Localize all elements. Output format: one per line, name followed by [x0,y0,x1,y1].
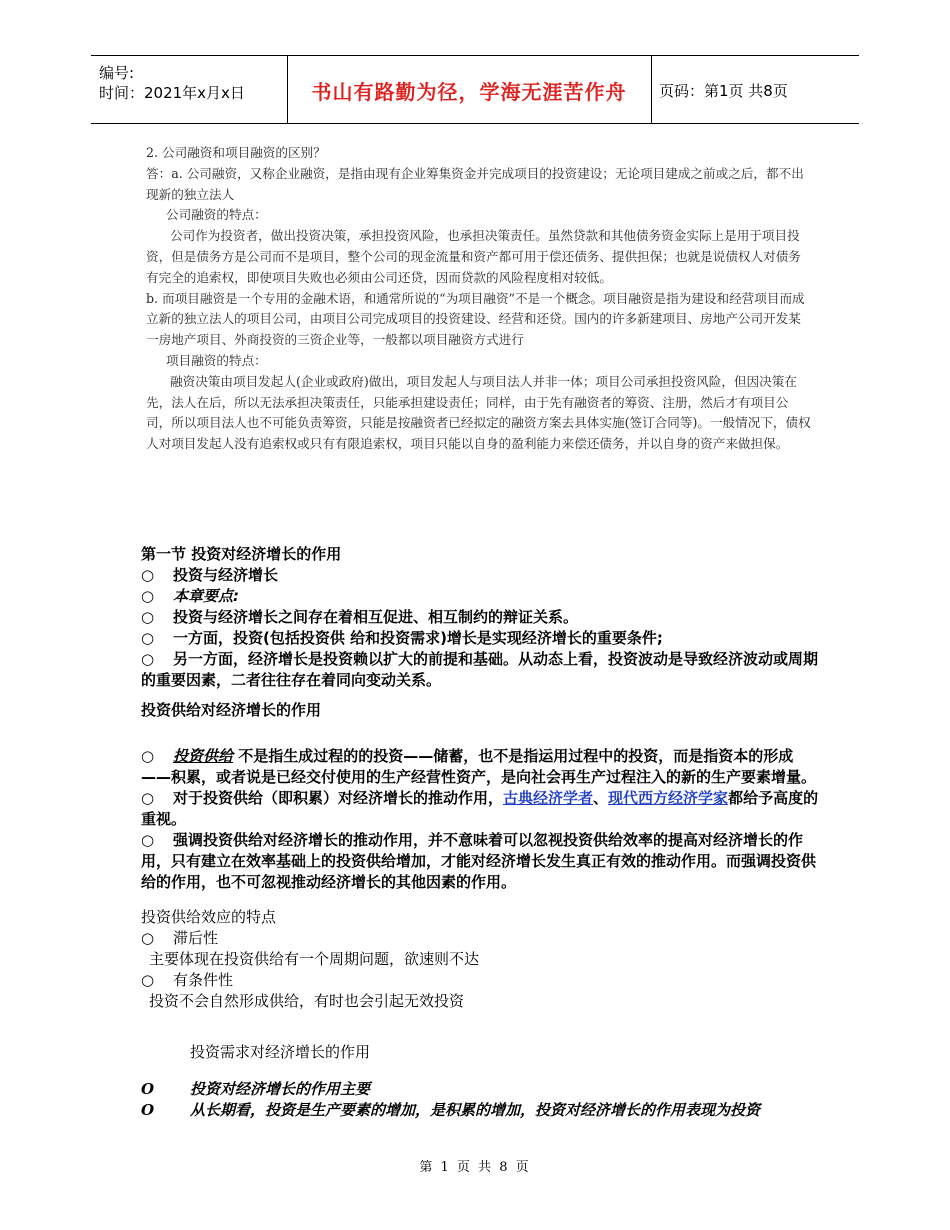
corp-finance-body: 公司作为投资者，做出投资决策，承担投资风险，也承担决策责任。虽然贷款和其他债务资金实际上是用于项目投资，但是债务方是公司而不是项目，整个公司的现金流量和资产都可用于偿还债务、提供担保；也就是说债权人对债务有完全的追索权，即使项目失败也必须由公司还贷，因而贷款的风险程度相对较低。 [146,228,801,285]
header-center-cell [287,56,652,123]
bullet-icon: ○ [141,971,155,989]
section-2 [141,700,821,893]
project-finance-body: 融资决策由项目发起人(企业或政府)做出，项目发起人与项目法人并非一体；项目公司承担投资风险，但因决策在先，法人在后，所以无法承担决策责任，只能承担建设责任；同样，由于先有融资者的筹资、注册，然后才有项目公司，所以项目法人也不可能负责筹资，只能是按融资者已经拟定的融资方案去具体实施(签订合同等)。一般情况下，债权人对项目发起人没有追索权或只有有限追索权，项目只能以自身的盈利能力来偿还债务，并以自身的资产来做担保。 [146,373,811,452]
number-label: 编号: [99,64,135,82]
project-finance-title: 项目融资的特点： [166,352,267,368]
list-item: ○ 对于投资供给（即积累）对经济增长的推动作用，古典经济学者、现代西方经济学家都给予高度的重视。 [141,789,819,828]
item-description: 主要体现在投资供给有一个周期问题，欲速则不达 [149,950,480,968]
corp-finance-title: 公司融资的特点： [166,207,267,223]
bullet-icon: ○ [141,650,155,668]
list-item: ○ 投资供给 不是指生成过程的的投资——储蓄，也不是指运用过程中的投资，而是指资本的形成——积累，或者说是已经交付使用的生产经营性资产，是向社会再生产过程注入的新的生产要素增量。 [141,747,817,786]
bullet-icon: O [141,1101,155,1119]
question-2: 2. 公司融资和项目融资的区别？ [146,145,326,160]
section-1 [141,544,821,691]
bullet-icon: O [141,1080,155,1098]
list-item: ○ 强调投资供给对经济增长的推动作用，并不意味着可以忽视投资供给效率的提高对经济增长的作用，只有建立在效率基础上的投资供给增加，才能对经济增长发生真正有效的推动作用。而强调投资供给的作用，也不可忽视推动经济增长的其他因素的作用。 [141,831,817,891]
list-item: O 从长期看，投资是生产要素的增加，是积累的增加，投资对经济增长的作用表现为投资 [141,1101,761,1119]
date-label: 时间：2021年x月x日 [99,84,245,102]
bullet-icon: ○ [141,831,155,849]
section-2-title: 投资供给对经济增长的作用 [141,701,322,719]
list-item: ○ 有条件性 [141,971,234,989]
section-3-title: 投资供给效应的特点 [141,908,277,926]
header-motto: 书山有路勤为径，学海无涯苦作舟 [311,80,627,104]
bullet-icon: ○ [141,587,155,605]
scanned-text-block [146,143,811,455]
bullet-icon: ○ [141,929,155,947]
bullet-icon: ○ [141,608,155,626]
list-item: ○ 另一方面，经济增长是投资赖以扩大的前提和基础。从动态上看，投资波动是导致经济波动或周期的重要因素，二者往往存在着同向变动关系。 [141,650,819,689]
answer-b: b. 而项目融资是一个专用的金融术语，和通常所说的“为项目融资”不是一个概念。项目融资是指为建设和经营项目而成立新的独立法人的项目公司，由项目公司完成项目的投资建设、经营和还贷。国内的许多新建项目、房地产公司开发某一房地产项目、外商投资的三资企业等，一般都以项目融资方式进行 [146,290,805,348]
document-header [91,55,859,124]
list-item: O 投资对经济增长的作用主要 [141,1080,371,1098]
header-left-cell [91,56,288,123]
link-modern-western-economists[interactable]: 现代西方经济学家 [608,789,729,807]
item-description: 投资不会自然形成供给，有时也会引起无效投资 [149,992,465,1010]
list-item: ○ 投资与经济增长之间存在着相互促进、相互制约的辩证关系。 [141,608,579,626]
header-right-cell [651,56,859,123]
link-classical-economists[interactable]: 古典经济学者 [503,789,594,807]
section-4 [141,1042,821,1121]
list-item: ○ 一方面，投资(包括投资供 给和投资需求)增长是实现经济增长的重要条件; [141,629,663,647]
list-item: ○ 滞后性 [141,929,219,947]
bullet-icon: ○ [141,789,155,807]
page-number-label: 页码：第1页 共8页 [659,82,788,100]
section-1-title: 第一节 投资对经济增长的作用 [141,545,342,563]
section-3 [141,907,821,1012]
term-investment-supply: 投资供给 [173,747,234,765]
bullet-icon: ○ [141,566,155,584]
bullet-icon: ○ [141,747,155,765]
bullet-icon: ○ [141,629,155,647]
section-4-title: 投资需求对经济增长的作用 [190,1043,371,1061]
answer-a: 答：a. 公司融资，又称企业融资，是指由现有企业筹集资金并完成项目的投资建设；无论项目建成之前或之后，都不出现新的独立法人 [146,165,804,202]
page-footer: 第 1 页 共 8 页 [419,1160,531,1175]
list-item: ○ 本章要点: [141,587,239,605]
list-item: ○ 投资与经济增长 [141,566,279,584]
